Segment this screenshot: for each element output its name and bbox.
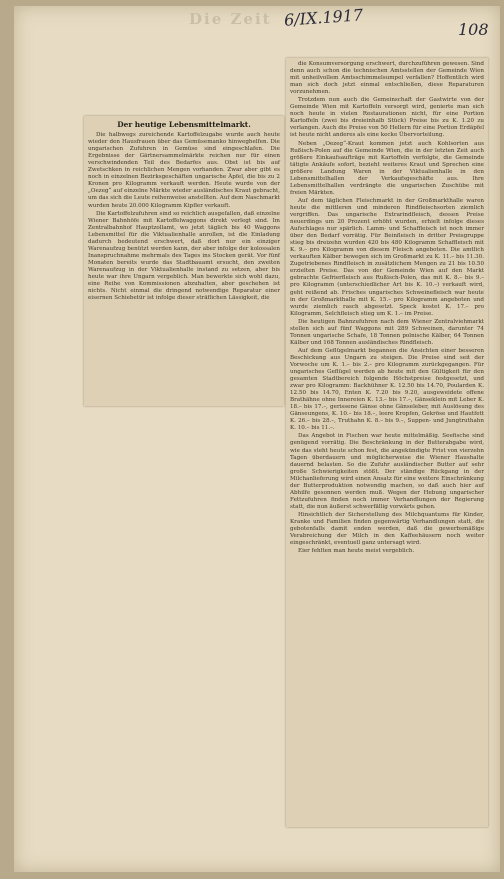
paragraph: Eier fehlten man heute meist vergeblich. — [298, 548, 415, 555]
paragraph: Die heutigen Bahnzufuhren nach dem Wiener Zentralviehmarkt stellen sich auf fünf Waggons mit 289 Schweinen, darunter 74 Tonnen ungarische Schafe, 18 Tonnen polnische Kälber, 64 Tonnen Kälber und 168 Tonnen ausländisches Rindfleisch. — [290, 318, 484, 346]
paragraph: Auf dem täglichen Fleischmarkt in der Großmarkthalle waren heute die mittleren und minderen Rindfleischsorten ziemlich vergriffen. Das ungarische Extrarindfleisch, dessen Preise neuerdings um 20 Prozent erhöht wurden, erhielt infolge dieses Aufschlages nur spärlich. Lamm- und Schaffleisch ist noch immer über den Bedarf vorrätig. Für Beinfleisch in dritter Preisgruppe stieg bis dreizehn wurden 420 bis 480 Kilogramm Schaffleisch mit K. 9.– pro Kilogramm von diesem Fleisch angeboten. Die amtlich verkauften Kälber bewegen sich im Großmarkt zu K. 11.– bis 11.30. Zugetriebenes Rindfleisch in zusätzlichem Mengen zu 21 bis 10.50 erzielten Preise. Das von der Gemeinde Wien auf den Markt gebrachte Gefrierfleisch aus Rußisch-Polen, das mit K. 8.– bis 9.– pro Kilogramm (unterschiedlicher Art bis K. 10.–) verkauft wird, geht reißend ab. Frisches ungarisches Schweinefleisch war heute in der Großmarkthalle mit K. 15.– pro Kilogramm angeboten und wurde ziemlich rasch abgesetzt. Speck kostet K. 17.– pro Kilogramm, Selchfleisch stieg um K. 1.– im Preise. — [290, 197, 484, 317]
article-column-right — [286, 58, 488, 827]
paragraph: Trotzdem nun auch die Gemeinschaft der Gastwirte von der Gemeinde Wien mit Kartoffeln versorgt wird, genierte man sich noch heute in vielen Restaurationen nicht, für eine Portion Kartoffeln (zwei bis dreieinhalb Stück) Preise bis zu K. 1.20 zu verlangen. Auch die Preise von 50 Hellern für eine Portion Erdäpfel ist heute nicht anderes als eine kecke Übervorteilung. — [290, 97, 484, 139]
paragraph: Die Kartoffelzufuhren sind so reichlich ausgefallen, daß einzelne Wiener Bahnhöfe mit Kartoffelwaggons direkt verlegt sind. Im Zentralbahnhof Hauptzollamt, wo jetzt täglich bis 40 Waggons Lebensmittel für die Viktualienhalle anrollen, ist die Einladung dadurch bedeutend erschwert, daß dort nur ein einziger Warenaufzug benützt werden kann, der aber infolge der kolossalen Inanspruchnahme mehrmals des Tages ins Stocken gerät. Vor fünf Monaten bereits wurde das Stadtbauamt ersucht, den zweiten Warenaufzug in der Viktualienhalle instand zu setzen, aber bis heute war ihre Ungarn vergeblich. Man bewerkte sich wohl dazu, eine Reihe von Kommissionen abzuhalten, aber geschehen ist nichts. Nicht einmal die dringend notwendige Reparatur einer eisernen Schiebetür ist infolge dieser sträflichen Lässigkeit, die — [88, 210, 280, 302]
paragraph: Neben „Oezeg“-Kraut kommen jetzt auch Kohlsorten aus Rußisch-Polen auf die Gemeinde Wien, die in der letzten Zeit auch größere Einkaufsaufträge mit Kartoffeln verfolgte, die Gemeinde tätigte Ankäufe sofort, bezieht weiteres Kraut und Sprechen eine größere Landung Waren in der Viktualienhalle in den Lebensmittelhallen der Verkaufsgeschäfte aus. Ihre Lebensmittelhallen verdrängte die ungarischen Zuschübe mit freien Märkten. — [290, 140, 484, 196]
paragraph: Auf dem Geflügelmarkt begannen die Ansichten einer besseren Beschickung aus Ungarn zu steigen. Die Preise sind seit der Vorwoche um K. 1.– bis 2.– pro Kilogramm zurückgegangen. Für ungarisches Geflügel werden ab heute mit den Gültigkeit für den gesamten Stadtbereich folgende Höchstpreise festgesetzt, und zwar pro Kilogramm: Backhühner K. 12.50 bis 14.70, Poularden K. 12.50 bis 14.70, Enten K. 7.20 bis 9.20, ausgeweidete offene Brathähne ohne Innereien K. 13.– bis 17.–, Gänseklein mit Leber K. 18.– bis 17.–, gerissene Gänse ohne Gänseleber, mit Auslösung des Gänseungens, K. 10.– bis 18.–, leere Kropfen, Gekröse und Hautfett K. 26.– bis 28.–, Truthahn K. 8.– bis 9.–, Suppen- und Jungtruthahn K. 10.– bis 11.–. — [290, 347, 484, 432]
paragraph: die Konsumversorgung erschwert, durchzuführen gewesen. Sind denn auch schon die technischen Amtsstellen der Gemeinde Wien mit unheilvollem Amtsschimmelsumpel verfallen? Hoffentlich wird man sich doch jetzt einmal entschließen, diese Reparaturen vorzunehmen. — [290, 61, 484, 96]
paragraph: Die halbwegs zureichende Kartoffelzugabe wurde auch heute wieder den Hausfrauen über das Gemüsemanko hinweghelfen. Die ungarischen Zufuhren in Gemüse sind eingeschlafen. Die Ergebnisse der Gärtnersammelmärkte reichen nur für einen verschwindenden Teil des Bedarfes aus. Obst ist bis auf Zwetschken in reichlichen Mengen vorhanden. Zwar aber gibt es noch in einzelnen Bezirksgeschäften ungarische Äpfel, die bis zu 2 Kronen pro Kilogramm verkauft werden. Heute wurde von der „Oezeg“ auf einzelne Märkte wieder ausländisches Kraut gebracht, um das sich die Leute reihenweise anstellten. Auf dem Naschmarkt wurden heute 20.000 Kilogramm Kipfler verkauft. — [88, 132, 280, 209]
article-column-left — [84, 116, 284, 406]
paragraph: Das Angebot in Fischen war heute mittelmäßig. Seefische sind genügend vorrätig. Die Beschränkung in der Butterabgabe wird, wie das steht heute schon fest, die angekündigte Frist von vierzehn Tagen überdauern und möglicherweise die Wiener Haushalte dauernd belasten. So die Zufuhr ausländischer Butter auf sehr große Schwierigkeiten stößt. Der ständige Rückgang in der Milchanlieferung wird einen Ansatz für eine weitere Einschränkung der Butterproduktion notwendig machen, so daß auch hier auf Abhilfe gesonnen werden muß. Wegen der Hebung ungarischer Fettzufuhren finden noch immer Verhandlungen der Regierung statt, die nun äußerst schwerfällig vorwärts gehen. — [290, 433, 484, 510]
newspaper-name: Die Zeit — [189, 10, 272, 28]
handwritten-date: 6/IX.1917 — [283, 5, 364, 30]
archive-number: 108 — [458, 20, 489, 39]
paragraph: Hinsichtlich der Sicherstellung des Milchquantums für Kinder, Kranke und Familien finden gegenwärtig Verhandlungen statt, die gebotenfalls damit enden werden, daß die gewerbsmäßige Verabreichung der Milch in den Kaffeehäusern noch weiter eingeschränkt, eventuell ganz untersagt wird. — [290, 511, 484, 547]
article-headline: Der heutige Lebensmittelmarkt. — [117, 120, 251, 129]
